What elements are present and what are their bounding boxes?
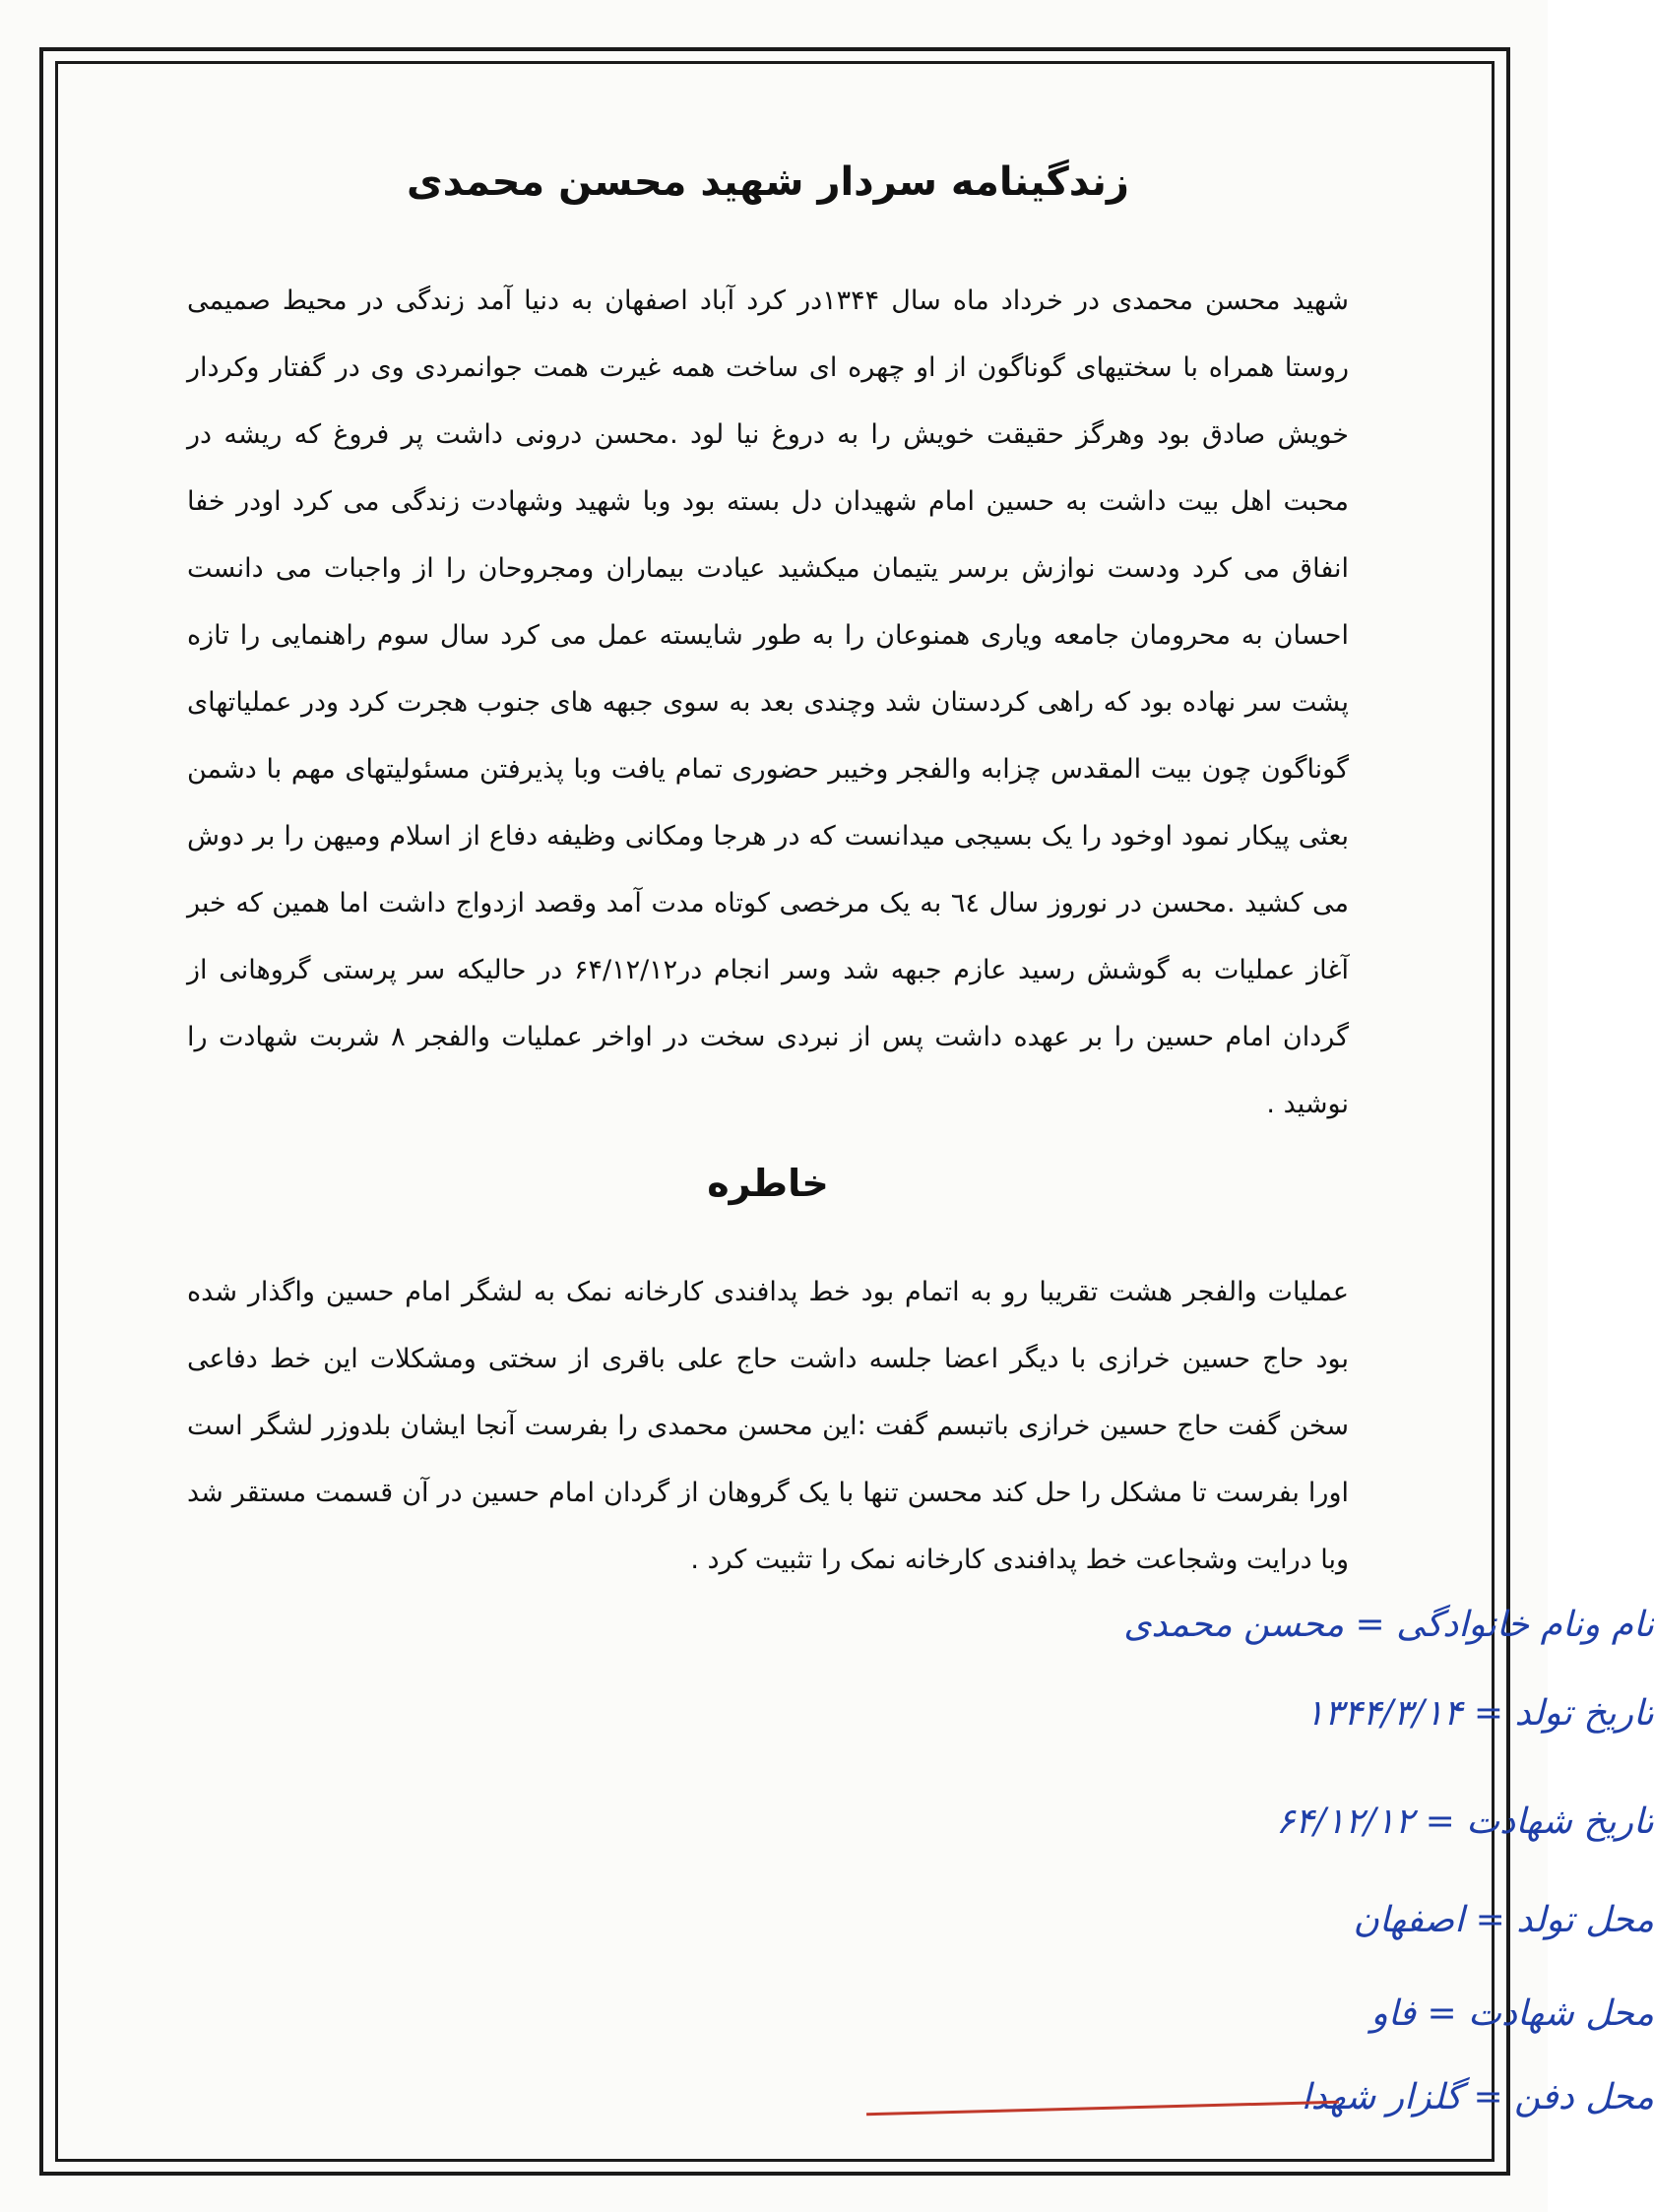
- handwritten-burial-place: محل دفن = گلزار شهدا: [1301, 2077, 1654, 2117]
- handwritten-martyrdom-date: تاریخ شهادت = ۶۴/۱۲/۱۲: [1275, 1801, 1654, 1842]
- document-title: زندگینامه سردار شهید محسن محمدی: [407, 159, 1129, 205]
- memory-paragraph: عملیات والفجر هشت تقریبا رو به اتمام بود خط پدافندی کارخانه نمک به لشگر امام حسین واگذار شده بود حاج حسین خرازی با دیگر اعضا جلسه داشت حاج علی باقری از سختی ومشکلات این خط دفاعی سخن گفت حاج حسین خرازی باتبسم گفت :این محسن محمدی را بفرست آنجا ایشان بلدوزر لشگر است اورا بفرست تا مشکل را حل کند محسن تنها با یک گروهان از گردان امام حسین در آن قسمت مستقر شد وبا درایت وشجاعت خط پدافندی کارخانه نمک را تثبیت کرد .: [187, 1277, 1349, 1575]
- memory-heading: خاطره: [707, 1162, 829, 1205]
- biography-paragraph: شهید محسن محمدی در خرداد ماه سال ۱۳۴۴در کرد آباد اصفهان به دنیا آمد زندگی در محیط صمیمی روستا همراه با سختیهای گوناگون از او چهره ای ساخت همه غیرت همت جوانمردی وی در گفتار وکردار خویش صادق بود وهرگز حقیقت خویش را به دروغ نیا لود .محسن درونی داشت پر فروغ که ریشه در محبت اهل بیت داشت به حسین امام شهیدان دل بسته بود وبا شهید وشهادت زندگی می کرد اودر خفا انفاق می کرد ودست نوازش برسر یتیمان میکشید عیادت بیماران ومجروحان را از واجبات می دانست احسان به محرومان جامعه ویاری همنوعان را به طور شایسته عمل می کرد سال سوم راهنمایی را تازه پشت سر نهاده بود که راهی کردستان شد وچندی بعد به سوی جبهه های جنوب هجرت کرد ودر عملیاتهای گوناگون چون بیت المقدس چزابه والفجر وخیبر حضوری تمام یافت وبا پذیرفتن مسئولیتهای مهم با دشمن بعثی پیکار نمود اوخود را یک بسیجی میدانست که در هرجا ومکانی وظیفه دفاع از اسلام ومیهن را بر دوش می کشید .محسن در نوروز سال ٦٤ به یک مرخصی کوتاه مدت آمد وقصد ازدواج داشت اما همین که خبر آغاز عملیات به گوشش رسید عازم جبهه شد وسر انجام در۶۴/۱۲/۱۲ در حالیکه سر پرستی گروهانی از گردان امام حسین را بر عهده داشت پس از نبردی سخت در اواخر عملیات والفجر ۸ شربت شهادت را نوشید .: [187, 285, 1349, 1119]
- handwritten-birth-date: تاریخ تولد = ۱۳۴۴/۳/۱۴: [1304, 1693, 1654, 1734]
- handwritten-martyrdom-place: محل شهادت = فاو: [1370, 1993, 1654, 2034]
- handwritten-birthplace: محل تولد = اصفهان: [1353, 1900, 1654, 1940]
- handwritten-name: نام ونام خانوادگی = محسن محمدی: [1123, 1605, 1654, 1645]
